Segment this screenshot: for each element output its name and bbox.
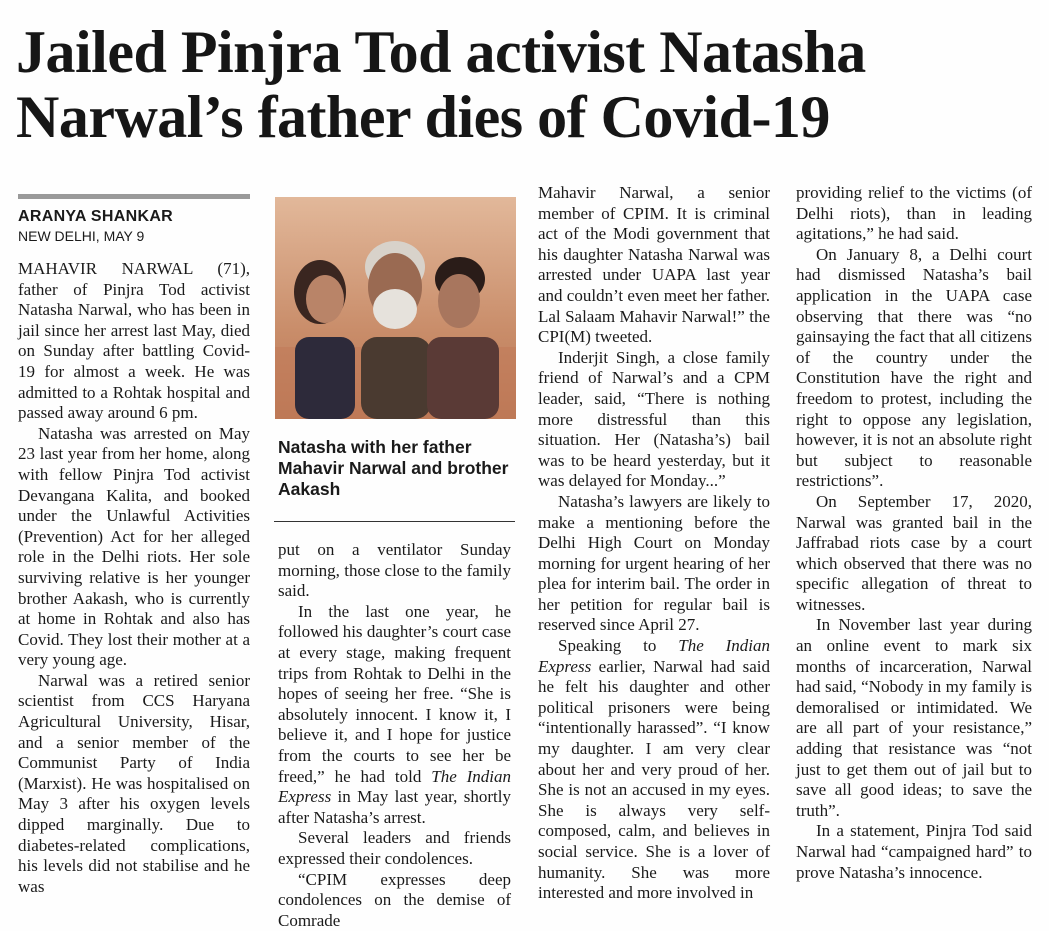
paragraph: Natasha’s lawyers are likely to make a mentioning before the Delhi High Court on Monday morning for urgent hearing of her plea for interim bail. The order in her petition for regular bail is reserved since April 27. [538,492,770,636]
byline-rule [18,194,250,199]
paragraph [278,602,511,829]
paragraph: Mahavir Narwal, a senior member of CPIM. It is criminal act of the Modi government that his daughter Natasha Narwal was arrested under UAPA last year and couldn’t even meet her father. Lal Salaam Mahavir Narwal!” the CPI(M) tweeted. [538,183,770,348]
paragraph-text: earlier, Narwal had said he felt his daughter and other political prisoners were being “intentionally harassed”. “I know my daughter. I am very clear about her and very proud of her. She is not an accused in my eyes. She is always very self-composed, calm, and believes in social service. She is a lover of humanity. She was more interested and more involved in [538,657,770,903]
paragraph: MAHAVIR NARWAL (71), father of Pinjra Tod activist Natasha Narwal, who has been in jail since her arrest last May, died on Sunday after battling Covid-19 for almost a week. He was admitted to a Rohtak hospital and passed away around 6 pm. [18,259,250,424]
publication-name: The Indian Express [538,636,770,676]
family-photo-illustration [275,197,516,419]
paragraph [538,636,770,904]
paragraph: Natasha was arrested on May 23 last year from her home, along with fellow Pinjra Tod activist Devangana Kalita, and booked under the Unlawful Activities (Prevention) Act for her alleged role in the Delhi riots. Her sole surviving relative is her younger brother Aakash, who is currently at home in Rohtak and also has Covid. They lost their mother at a very young age. [18,424,250,671]
paragraph: Narwal was a retired senior scientist from CCS Haryana Agricultural University, Hisar, and a senior member of the Communist Party of India (Marxist). He was hospitalised on May 3 after his oxygen levels dipped marginally. Due to diabetes-related complications, his levels did not stabilise and he was [18,671,250,898]
paragraph: Inderjit Singh, a close family friend of Narwal’s and a CPM leader, said, “There is nothing more distressful than this situation. Her (Natasha’s) bail was to be heard yesterday, but it was delayed for Monday...” [538,348,770,492]
caption-divider [274,521,515,522]
paragraph: providing relief to the victims (of Delhi riots), than in leading agitations,” he had said. [796,183,1032,245]
paragraph: On January 8, a Delhi court had dismissed Natasha’s bail application in the UAPA case observing that there was “no gainsaying the fact that all citizens of the country under the Constitution have the right and freedom to protest, including the right to oppose any legislation, however, it is not an absolute right but subject to reasonable restrictions”. [796,245,1032,492]
column-2 [278,540,511,931]
column-1 [18,194,250,897]
headline: Jailed Pinjra Tod activist Natasha Narwal’s father dies of Covid-19 [16,20,1036,150]
paragraph: put on a ventilator Sunday morning, those close to the family said. [278,540,511,602]
paragraph-text: Speaking to [558,636,678,655]
column-3 [538,183,770,904]
photo-caption: Natasha with her father Mahavir Narwal and brother Aakash [278,437,513,500]
paragraph-text: In the last one year, he followed his daughter’s court case at every stage, making frequent trips from Rohtak to Delhi in the hopes of seeing her free. “She is absolutely innocent. I know it, I believe it, and I hope for justice from the courts to see her be freed,” he had told [278,602,511,786]
byline: ARANYA SHANKAR [18,207,250,227]
paragraph: In a statement, Pinjra Tod said Narwal had “campaigned hard” to prove Natasha’s innocence. [796,821,1032,883]
dateline: NEW DELHI, MAY 9 [18,227,250,245]
paragraph: Several leaders and friends expressed their condolences. [278,828,511,869]
paragraph: On September 17, 2020, Narwal was granted bail in the Jaffrabad riots case by a court which observed that there was no specific allegation of threat to witnesses. [796,492,1032,616]
publication-name: The Indian Express [278,767,511,807]
paragraph: “CPIM expresses deep condolences on the demise of Comrade [278,870,511,931]
paragraph-text: in May last year, shortly after Natasha’s arrest. [278,787,511,827]
article-photo [275,197,516,419]
column-4 [796,183,1032,883]
paragraph: In November last year during an online event to mark six months of incarceration, Narwal had said, “Nobody in my family is demoralised or intimidated. We are all part of your resistance,” adding that resistance was “not just to get them out of jail but to save all good ideas; to save the truth”. [796,615,1032,821]
